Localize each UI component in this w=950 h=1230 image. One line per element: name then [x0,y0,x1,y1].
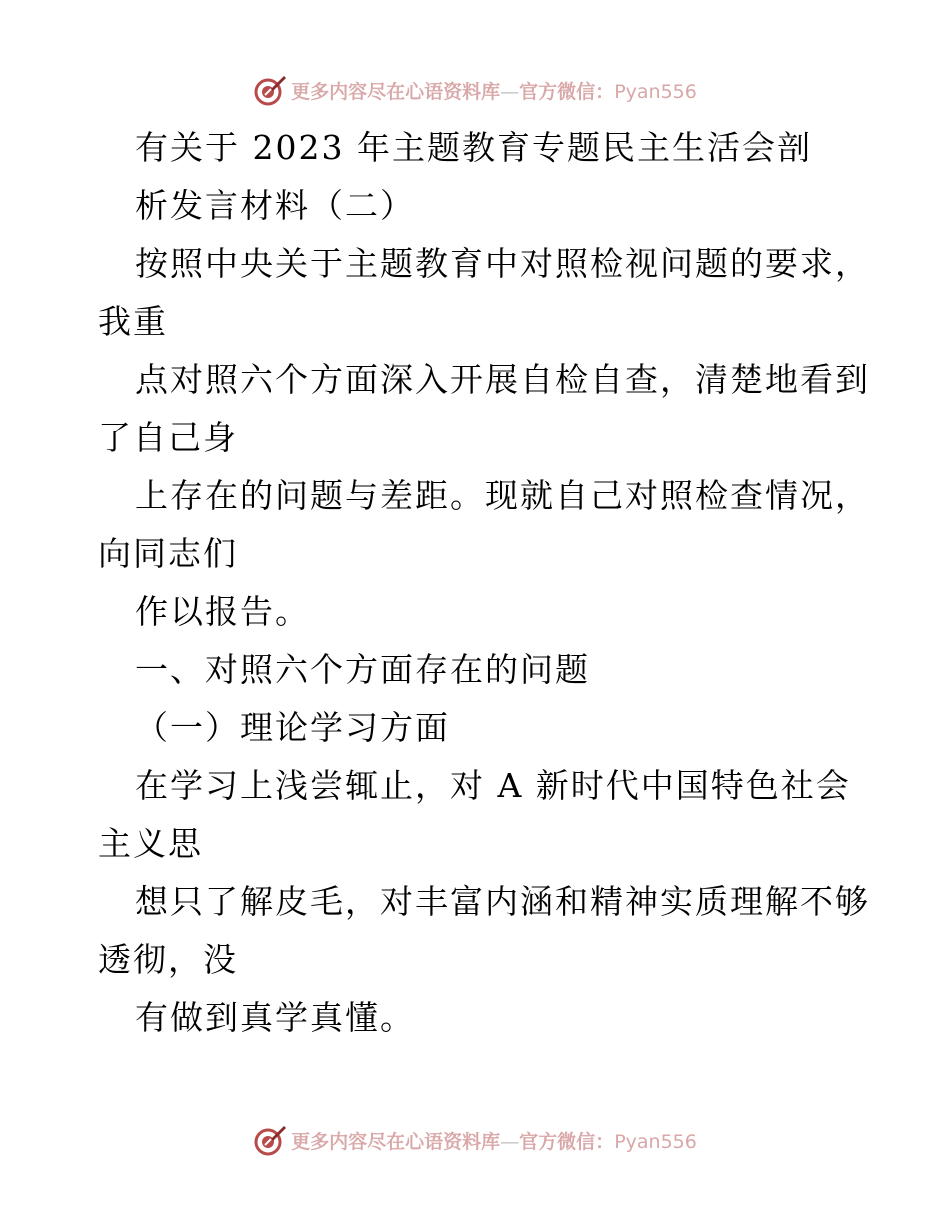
paragraph-line: 点对照六个方面深入开展自检自查，清楚地看到 [135,360,870,399]
paragraph-line: 按照中央关于主题教育中对照检视问题的要求， [135,244,870,283]
paragraph-line: 主义思 [98,824,203,863]
paragraph-line: 向同志们 [98,534,238,573]
quill-pen-seal-icon [253,73,287,107]
watermark-brand: 更多内容尽在心语资料库 [291,1130,501,1153]
watermark-contact: 官方微信： [519,1130,615,1153]
paragraph-line: 上存在的问题与差距。现就自己对照检查情况， [135,476,870,515]
watermark-contact-id: Pyan556 [614,1130,697,1153]
footer-watermark [0,1118,950,1162]
watermark-contact: 官方微信： [519,80,615,103]
paragraph-line: 了自己身 [98,418,238,457]
section-heading: 一、对照六个方面存在的问题 [135,650,590,689]
paragraph-line: 有做到真学真懂。 [135,998,415,1037]
paragraph-line: 在学习上浅尝辄止，对 A 新时代中国特色社会 [135,766,851,805]
subsection-heading: （一）理论学习方面 [135,708,450,747]
watermark-separator: — [500,1130,520,1153]
watermark-separator: — [500,80,520,103]
quill-pen-seal-icon [253,1123,287,1157]
paragraph-line: 作以报告。 [135,592,310,631]
watermark-contact-id: Pyan556 [614,80,697,103]
header-watermark [0,68,950,112]
watermark-brand: 更多内容尽在心语资料库 [291,80,501,103]
paragraph-line: 想只了解皮毛，对丰富内涵和精神实质理解不够 [135,882,870,921]
paragraph-line: 我重 [98,302,168,341]
document-title-line-1: 有关于 2023 年主题教育专题民主生活会剖 [135,128,812,167]
document-title-line-2: 析发言材料（二） [135,186,415,225]
paragraph-line: 透彻，没 [98,940,238,979]
